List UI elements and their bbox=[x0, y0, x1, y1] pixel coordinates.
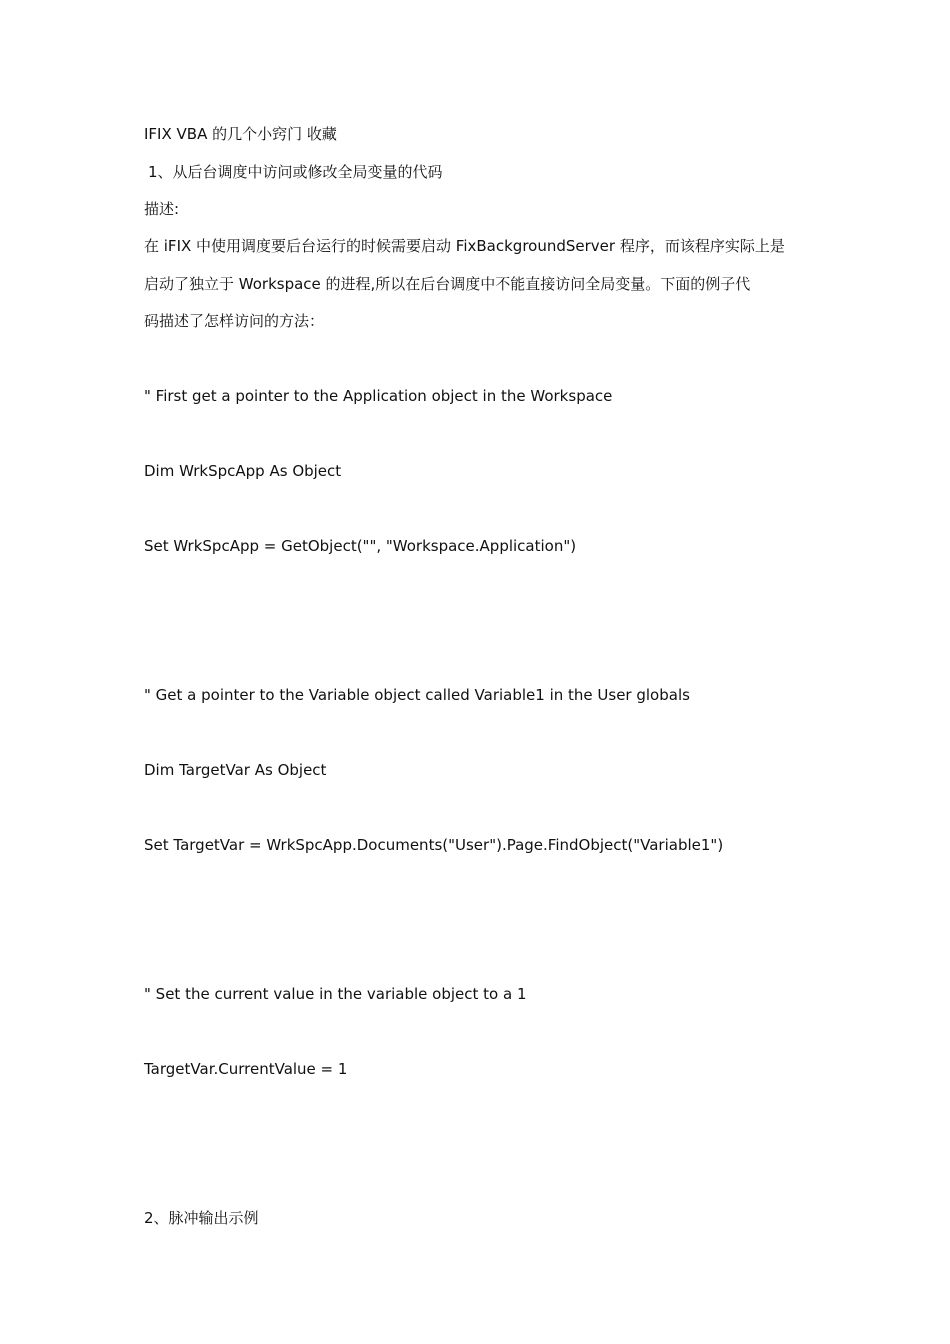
description-line-2: 启动了独立于 Workspace 的进程,所以在后台调度中不能直接访问全局变量。下面的例子代 bbox=[144, 275, 751, 293]
section-2-heading: 2、脉冲输出示例 bbox=[144, 1209, 259, 1227]
description-label: 描述: bbox=[144, 200, 180, 218]
section-1-heading: 1、从后台调度中访问或修改全局变量的代码 bbox=[148, 163, 443, 181]
code-comment-2: " Get a pointer to the Variable object called Variable1 in the User globals bbox=[144, 686, 690, 704]
code-line-2: Set WrkSpcApp = GetObject("", "Workspace.Application") bbox=[144, 537, 577, 555]
code-comment-1: " First get a pointer to the Application object in the Workspace bbox=[144, 387, 613, 405]
code-line-1: Dim WrkSpcApp As Object bbox=[144, 462, 342, 480]
document-title: IFIX VBA 的几个小窍门 收藏 bbox=[144, 125, 337, 143]
code-line-3: Dim TargetVar As Object bbox=[144, 761, 327, 779]
code-line-5: TargetVar.CurrentValue = 1 bbox=[144, 1060, 348, 1078]
description-line-1: 在 iFIX 中使用调度要后台运行的时候需要启动 FixBackgroundServer 程序，而该程序实际上是 bbox=[144, 237, 785, 255]
code-comment-3: " Set the current value in the variable object to a 1 bbox=[144, 985, 527, 1003]
description-line-3: 码描述了怎样访问的方法： bbox=[144, 312, 325, 330]
code-line-4: Set TargetVar = WrkSpcApp.Documents("User").Page.FindObject("Variable1") bbox=[144, 836, 724, 854]
